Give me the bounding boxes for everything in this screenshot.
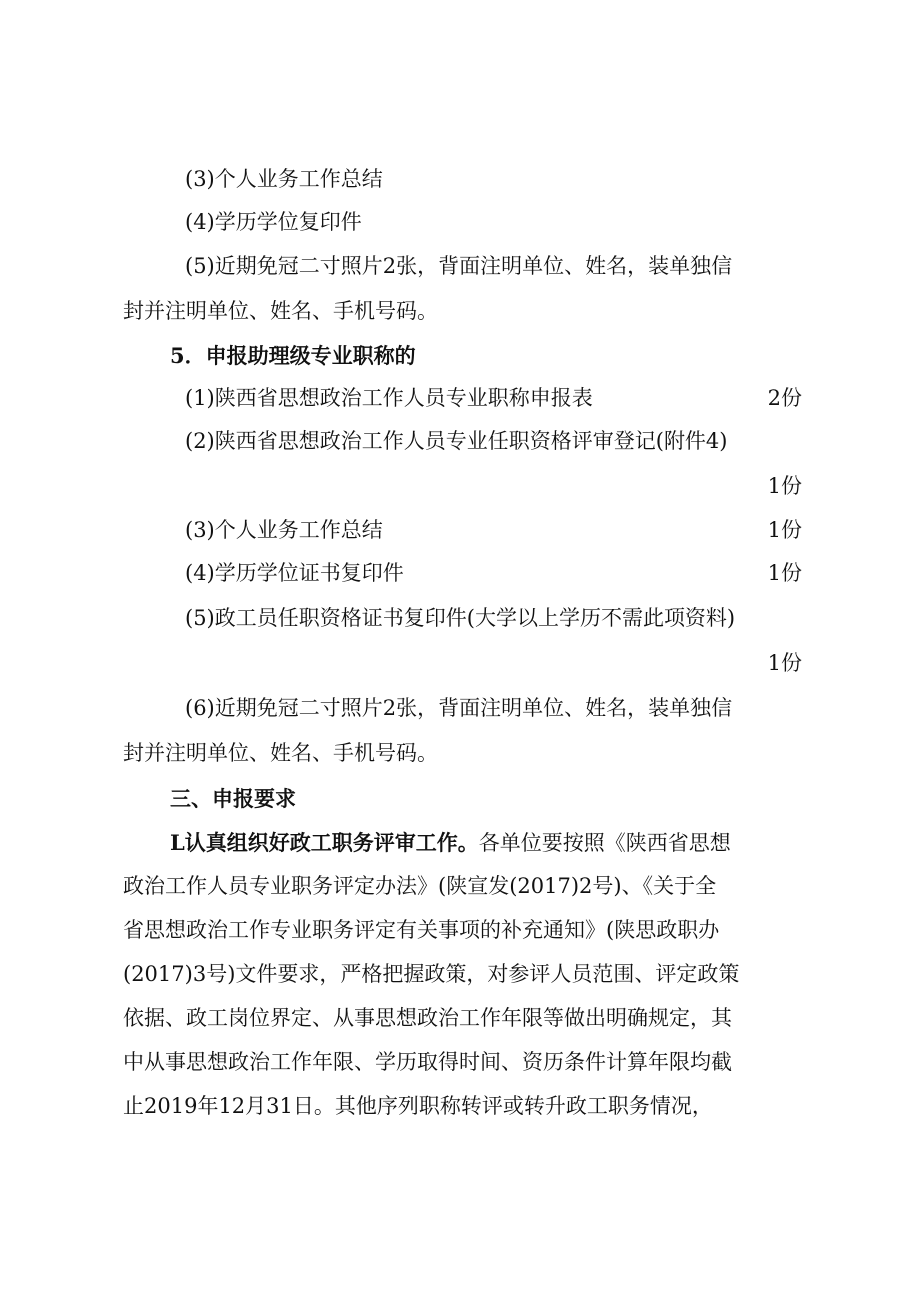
- list-item: [0, 202, 920, 242]
- list-item-text: (3)个人业务工作总结: [185, 518, 383, 542]
- paragraph-rest: 各单位要按照《陕西省思想: [478, 831, 731, 855]
- paragraph-line: [0, 866, 920, 906]
- list-item-continuation: [0, 291, 920, 331]
- list-item-text: (2)陕西省思想政治工作人员专业任职资格评审登记(附件4): [185, 429, 728, 453]
- paragraph-text: 政治工作人员专业职务评定办法》(陕宣发(2017)2号)、《关于全: [123, 874, 717, 898]
- paragraph-text: 省思想政治工作专业职务评定有关事项的补充通知》(陕思政职办: [123, 918, 720, 942]
- list-item-text: (4)学历学位复印件: [185, 210, 362, 234]
- list-item: [0, 159, 920, 199]
- list-item-quantity-line: [0, 643, 920, 683]
- paragraph-text: 依据、政工岗位界定、从事思想政治工作年限等做出明确规定，其: [123, 1006, 732, 1030]
- list-item-text: (5)近期免冠二寸照片2张，背面注明单位、姓名，装单独信: [185, 254, 733, 278]
- paragraph-lead: L认真组织好政工职务评审工作。: [170, 830, 479, 855]
- paragraph-line: [0, 954, 920, 994]
- list-item: [0, 378, 920, 418]
- paragraph-line: [0, 910, 920, 950]
- paragraph-text: [170, 823, 731, 863]
- list-item: [0, 510, 920, 550]
- list-item-text: (5)政工员任职资格证书复印件(大学以上学历不需此项资料): [185, 606, 736, 630]
- list-item: [0, 598, 920, 638]
- paragraph-line: [0, 823, 920, 863]
- section-heading: [0, 779, 920, 819]
- list-item: [0, 553, 920, 593]
- list-item-quantity: 1份: [767, 651, 802, 675]
- list-item-quantity: 1份: [767, 561, 802, 585]
- paragraph-line: [0, 998, 920, 1038]
- list-item-quantity-line: [0, 466, 920, 506]
- list-item-text: (1)陕西省思想政治工作人员专业职称申报表: [185, 386, 593, 410]
- section-heading-text: 三、申报要求: [170, 786, 296, 811]
- list-item: [0, 421, 920, 461]
- list-item-text: 封并注明单位、姓名、手机号码。: [123, 741, 438, 765]
- section-heading: [0, 336, 920, 376]
- list-item-quantity: 2份: [767, 386, 802, 410]
- list-item-quantity: 1份: [767, 474, 802, 498]
- list-item: [0, 688, 920, 728]
- list-item-quantity: 1份: [767, 518, 802, 542]
- paragraph-line: [0, 1086, 920, 1126]
- list-item: [0, 246, 920, 286]
- list-item-continuation: [0, 733, 920, 773]
- paragraph-line: [0, 1042, 920, 1082]
- list-item-text: 封并注明单位、姓名、手机号码。: [123, 299, 438, 323]
- list-item-text: (4)学历学位证书复印件: [185, 561, 404, 585]
- list-item-text: (6)近期免冠二寸照片2张，背面注明单位、姓名，装单独信: [185, 696, 733, 720]
- list-item-text: (3)个人业务工作总结: [185, 167, 383, 191]
- paragraph-text: 中从事思想政治工作年限、学历取得时间、资历条件计算年限均截: [123, 1050, 732, 1074]
- paragraph-text: (2017)3号)文件要求，严格把握政策，对参评人员范围、评定政策: [123, 962, 740, 986]
- section-heading-text: 5．申报助理级专业职称的: [170, 343, 416, 368]
- paragraph-text: 止2019年12月31日。其他序列职称转评或转升政工职务情况，: [123, 1094, 713, 1118]
